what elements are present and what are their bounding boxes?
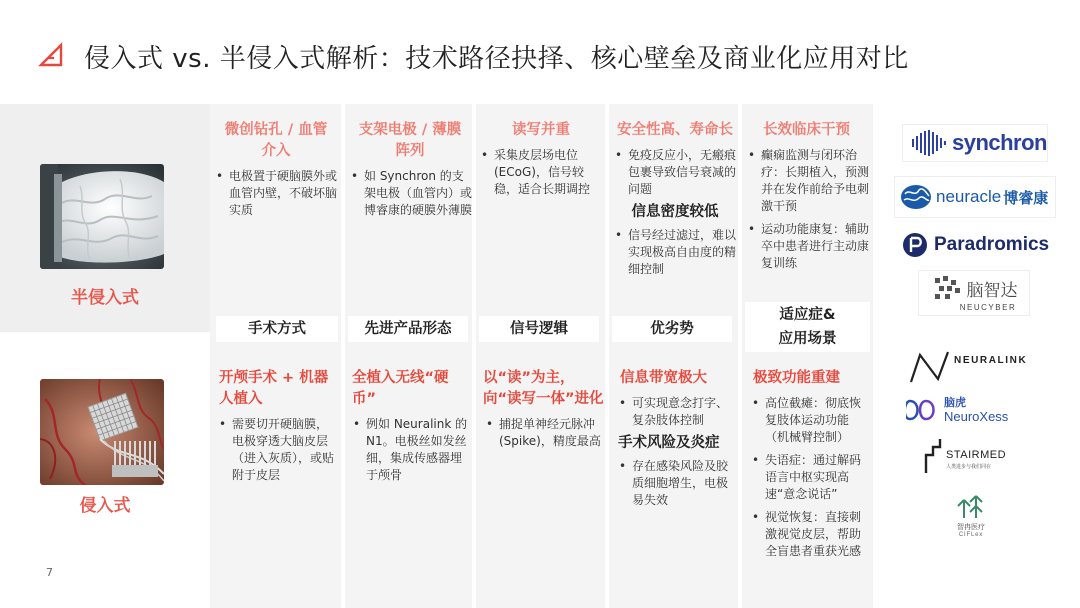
neuroxess-logo <box>906 394 1036 426</box>
invasive-signal-cell <box>483 368 605 450</box>
semi-apps-cell <box>745 120 871 272</box>
bullet-item: • 例如 Neuralink 的 N1。电极丝如发丝细，集成传感器埋于颅骨 <box>350 416 472 484</box>
stairmed-wordmark: STAIRMED <box>946 449 1007 461</box>
column-label-apps: 适应症& 应用场景 <box>745 302 870 352</box>
cell-heading: 读写并重 <box>512 122 570 138</box>
cell-heading: 支架电极 / 薄膜阵列 <box>358 122 462 159</box>
cell-heading: 全植入无线“硬币” <box>352 370 449 407</box>
neucyber-chinese-name: 脑智达 <box>966 280 1018 301</box>
page-number: 7 <box>46 566 53 579</box>
cell-heading: 以“读”为主，向“读写一体”进化 <box>483 370 604 407</box>
ciflex-wordmark: CIFLex <box>958 532 984 538</box>
cell-heading: 极致功能重建 <box>753 370 840 386</box>
stairmed-mark-icon <box>922 437 944 477</box>
neuralink-wordmark: NEURALINK <box>954 354 1028 366</box>
bullet-item: • 信号经过滤过，难以实现极高自由度的精细控制 <box>612 227 738 278</box>
bullet-item: • 失语症：通过解码语言中枢实现高速“意念说话” <box>749 452 871 503</box>
semi-invasive-brain-image <box>40 164 164 269</box>
cell-heading: 开颅手术 + 机器人植入 <box>219 370 329 407</box>
stairmed-slogan: 人类进步与我们同在 <box>946 464 992 470</box>
synchron-mark-icon <box>911 130 947 156</box>
row-label-semi-invasive: 半侵入式 <box>71 288 139 308</box>
column-label-surgery: 手术方式 <box>216 316 338 342</box>
bullet-item: • 可实现意念打字、复杂肢体控制 <box>616 395 738 429</box>
bullet-item: • 捕捉单神经元脉冲 (Spike)，精度最高 <box>483 416 605 450</box>
neuralink-mark-icon <box>908 349 952 385</box>
neucyber-logo <box>918 270 1030 316</box>
paradromics-logo <box>902 230 1052 260</box>
column-label-pros: 优劣势 <box>612 316 732 342</box>
neucyber-mark-icon <box>931 274 963 302</box>
bullet-item: • 高位截瘫：彻底恢复肢体运动功能（机械臂控制） <box>749 395 871 446</box>
invasive-brain-image <box>40 379 164 485</box>
cell-heading: 微创钻孔 / 血管介入 <box>224 122 328 159</box>
neuroxess-mark-icon <box>906 397 942 423</box>
ciflex-mark-icon <box>956 490 986 520</box>
column-label-product: 先进产品形态 <box>348 316 468 342</box>
column-divider <box>472 104 476 608</box>
paradromics-wordmark: Paradromics <box>934 234 1050 255</box>
column-divider <box>341 104 345 608</box>
bullet-item: • 存在感染风险及胶质细胞增生，电极易失效 <box>616 458 738 509</box>
cell-heading: 长效临床干预 <box>763 122 850 138</box>
bullet-item: • 癫痫监测与闭环治疗：长期植入，预测并在发作前给予电刺激干预 <box>745 147 871 215</box>
neuracle-logo <box>894 176 1056 218</box>
cell-subheading: 手术风险及炎症 <box>618 435 720 451</box>
invasive-product-cell <box>350 368 472 484</box>
neuracle-chinese-name: 博睿康 <box>1003 188 1049 207</box>
bullet-item: • 电极置于硬脑膜外或血管内壁，不破坏脑实质 <box>213 168 339 219</box>
triangle-icon <box>38 42 64 68</box>
stairmed-logo <box>922 436 1022 478</box>
synchron-wordmark: synchron <box>951 130 1047 155</box>
cell-heading: 安全性高、寿命长 <box>617 122 733 138</box>
neuralink-logo <box>908 348 1038 386</box>
invasive-surgery-cell <box>216 368 338 484</box>
invasive-pros-cell <box>616 368 738 509</box>
column-label-signal: 信号逻辑 <box>479 316 599 342</box>
page-title: 侵入式 vs. 半侵入式解析：技术路径抉择、核心壁垒及商业化应用对比 <box>84 44 909 74</box>
column-divider <box>738 104 742 608</box>
bullet-item: • 运动功能康复：辅助卒中患者进行主动康复训练 <box>745 221 871 272</box>
ciflex-logo <box>946 490 996 546</box>
cell-heading: 信息带宽极大 <box>620 370 707 386</box>
bullet-item: • 采集皮层场电位 (ECoG)，信号较稳，适合长期调控 <box>478 147 604 198</box>
paradromics-mark-icon <box>902 232 928 258</box>
row-label-invasive: 侵入式 <box>79 496 131 516</box>
bullet-item: • 视觉恢复：直接刺激视觉皮层，帮助全盲患者重获光感 <box>749 509 871 560</box>
neuracle-mark-icon <box>899 182 933 212</box>
neuroxess-chinese-name: 脑虎 <box>944 396 966 409</box>
neuroxess-wordmark: NeuroXess <box>944 409 1009 424</box>
neucyber-wordmark: NEUCYBER <box>959 303 1017 312</box>
invasive-apps-cell <box>749 368 871 560</box>
semi-surgery-cell <box>213 120 339 219</box>
bullet-item: • 如 Synchron 的支架电极（血管内）或博睿康的硬膜外薄膜 <box>348 168 472 219</box>
semi-product-cell <box>348 120 472 219</box>
semi-pros-cell <box>612 120 738 278</box>
cell-subheading: 信息密度较低 <box>631 204 719 220</box>
bullet-item: • 免疫反应小，无瘢痕包裹导致信号衰减的问题 <box>612 147 738 198</box>
neuracle-wordmark: neuracle <box>936 187 1002 206</box>
synchron-logo <box>902 124 1048 162</box>
semi-signal-cell <box>478 120 604 198</box>
column-divider <box>605 104 609 608</box>
ciflex-chinese-name: 智冉医疗 <box>957 523 985 531</box>
bullet-item: • 需要切开硬脑膜，电极穿透大脑皮层（进入灰质），或贴附于皮层 <box>216 416 338 484</box>
